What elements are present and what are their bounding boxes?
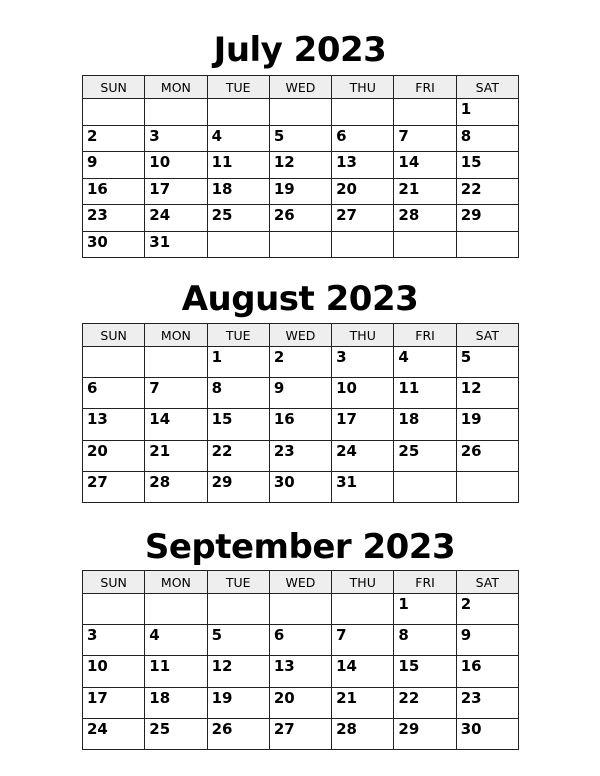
day-cell: 15 bbox=[456, 152, 518, 179]
day-cell bbox=[332, 231, 394, 258]
day-cell: 31 bbox=[332, 471, 394, 502]
day-cell: 15 bbox=[207, 409, 269, 440]
day-cell: 2 bbox=[83, 125, 145, 152]
day-cell: 30 bbox=[83, 231, 145, 258]
weekday-header: FRI bbox=[394, 571, 456, 594]
weekday-header: THU bbox=[332, 76, 394, 99]
day-cell: 27 bbox=[269, 718, 331, 749]
weekday-header: SUN bbox=[83, 76, 145, 99]
day-cell: 12 bbox=[207, 656, 269, 687]
weekday-header: WED bbox=[269, 571, 331, 594]
week-row bbox=[83, 594, 519, 625]
month-title: August 2023 bbox=[181, 279, 419, 319]
day-cell bbox=[83, 99, 145, 126]
day-cell: 19 bbox=[269, 178, 331, 205]
day-cell: 25 bbox=[145, 718, 207, 749]
day-cell: 17 bbox=[83, 687, 145, 718]
day-cell bbox=[269, 99, 331, 126]
day-cell: 12 bbox=[269, 152, 331, 179]
day-cell: 25 bbox=[207, 205, 269, 232]
day-cell: 16 bbox=[456, 656, 518, 687]
weekday-header: MON bbox=[145, 76, 207, 99]
day-cell: 23 bbox=[83, 205, 145, 232]
day-cell: 11 bbox=[145, 656, 207, 687]
day-cell: 21 bbox=[332, 687, 394, 718]
day-cell: 8 bbox=[456, 125, 518, 152]
day-cell: 25 bbox=[394, 440, 456, 471]
day-cell: 6 bbox=[269, 625, 331, 656]
day-cell: 5 bbox=[207, 625, 269, 656]
day-cell: 27 bbox=[332, 205, 394, 232]
calendar-grid bbox=[82, 570, 519, 750]
week-row bbox=[83, 687, 519, 718]
day-cell: 17 bbox=[332, 409, 394, 440]
day-cell: 9 bbox=[83, 152, 145, 179]
day-cell: 4 bbox=[145, 625, 207, 656]
day-cell: 16 bbox=[83, 178, 145, 205]
day-cell: 23 bbox=[269, 440, 331, 471]
day-cell bbox=[145, 594, 207, 625]
day-cell: 13 bbox=[332, 152, 394, 179]
day-cell: 14 bbox=[332, 656, 394, 687]
weekday-header: THU bbox=[332, 324, 394, 347]
weekday-header: SUN bbox=[83, 324, 145, 347]
day-cell bbox=[145, 99, 207, 126]
weekday-header-row bbox=[83, 76, 519, 99]
month-title: September 2023 bbox=[144, 527, 456, 567]
day-cell bbox=[456, 471, 518, 502]
day-cell: 2 bbox=[269, 347, 331, 378]
day-cell: 6 bbox=[83, 378, 145, 409]
week-row bbox=[83, 99, 519, 126]
day-cell: 19 bbox=[207, 687, 269, 718]
day-cell: 30 bbox=[269, 471, 331, 502]
day-cell: 26 bbox=[207, 718, 269, 749]
week-row bbox=[83, 152, 519, 179]
day-cell: 27 bbox=[83, 471, 145, 502]
day-cell: 2 bbox=[456, 594, 518, 625]
day-cell bbox=[394, 471, 456, 502]
day-cell bbox=[332, 594, 394, 625]
day-cell bbox=[207, 594, 269, 625]
day-cell: 22 bbox=[394, 687, 456, 718]
weekday-header-row bbox=[83, 571, 519, 594]
day-cell bbox=[269, 231, 331, 258]
day-cell: 3 bbox=[145, 125, 207, 152]
day-cell: 18 bbox=[394, 409, 456, 440]
day-cell: 13 bbox=[83, 409, 145, 440]
day-cell: 21 bbox=[145, 440, 207, 471]
day-cell: 14 bbox=[145, 409, 207, 440]
day-cell bbox=[207, 99, 269, 126]
day-cell: 10 bbox=[145, 152, 207, 179]
week-row bbox=[83, 409, 519, 440]
day-cell: 14 bbox=[394, 152, 456, 179]
day-cell: 3 bbox=[332, 347, 394, 378]
day-cell: 18 bbox=[145, 687, 207, 718]
day-cell: 29 bbox=[456, 205, 518, 232]
week-row bbox=[83, 347, 519, 378]
day-cell: 24 bbox=[145, 205, 207, 232]
weekday-header: SAT bbox=[456, 571, 518, 594]
weekday-header: MON bbox=[145, 571, 207, 594]
day-cell bbox=[145, 347, 207, 378]
day-cell: 15 bbox=[394, 656, 456, 687]
day-cell: 26 bbox=[456, 440, 518, 471]
day-cell: 22 bbox=[207, 440, 269, 471]
calendar-grid bbox=[82, 323, 519, 503]
day-cell: 29 bbox=[394, 718, 456, 749]
day-cell: 7 bbox=[332, 625, 394, 656]
day-cell: 6 bbox=[332, 125, 394, 152]
day-cell: 17 bbox=[145, 178, 207, 205]
day-cell: 31 bbox=[145, 231, 207, 258]
day-cell: 5 bbox=[269, 125, 331, 152]
day-cell: 28 bbox=[145, 471, 207, 502]
day-cell: 13 bbox=[269, 656, 331, 687]
weekday-header: TUE bbox=[207, 76, 269, 99]
weekday-header: SAT bbox=[456, 76, 518, 99]
day-cell: 4 bbox=[394, 347, 456, 378]
week-row bbox=[83, 718, 519, 749]
day-cell bbox=[83, 594, 145, 625]
week-row bbox=[83, 125, 519, 152]
day-cell: 7 bbox=[394, 125, 456, 152]
day-cell bbox=[456, 231, 518, 258]
day-cell: 22 bbox=[456, 178, 518, 205]
day-cell: 23 bbox=[456, 687, 518, 718]
day-cell: 11 bbox=[207, 152, 269, 179]
day-cell: 1 bbox=[207, 347, 269, 378]
day-cell: 18 bbox=[207, 178, 269, 205]
weekday-header: THU bbox=[332, 571, 394, 594]
day-cell: 28 bbox=[332, 718, 394, 749]
day-cell: 4 bbox=[207, 125, 269, 152]
day-cell: 21 bbox=[394, 178, 456, 205]
day-cell: 1 bbox=[394, 594, 456, 625]
day-cell: 29 bbox=[207, 471, 269, 502]
day-cell: 8 bbox=[394, 625, 456, 656]
day-cell bbox=[207, 231, 269, 258]
day-cell bbox=[83, 347, 145, 378]
day-cell: 20 bbox=[332, 178, 394, 205]
week-row bbox=[83, 231, 519, 258]
day-cell: 12 bbox=[456, 378, 518, 409]
day-cell: 7 bbox=[145, 378, 207, 409]
weekday-header-row bbox=[83, 324, 519, 347]
day-cell: 16 bbox=[269, 409, 331, 440]
weekday-header: WED bbox=[269, 76, 331, 99]
week-row bbox=[83, 471, 519, 502]
day-cell: 1 bbox=[456, 99, 518, 126]
weekday-header: SUN bbox=[83, 571, 145, 594]
weekday-header: SAT bbox=[456, 324, 518, 347]
day-cell: 26 bbox=[269, 205, 331, 232]
week-row bbox=[83, 656, 519, 687]
week-row bbox=[83, 440, 519, 471]
day-cell bbox=[332, 99, 394, 126]
day-cell: 8 bbox=[207, 378, 269, 409]
week-row bbox=[83, 178, 519, 205]
weekday-header: FRI bbox=[394, 324, 456, 347]
day-cell bbox=[394, 99, 456, 126]
day-cell: 24 bbox=[332, 440, 394, 471]
day-cell: 24 bbox=[83, 718, 145, 749]
day-cell: 3 bbox=[83, 625, 145, 656]
day-cell: 9 bbox=[269, 378, 331, 409]
day-cell: 9 bbox=[456, 625, 518, 656]
week-row bbox=[83, 625, 519, 656]
day-cell: 11 bbox=[394, 378, 456, 409]
day-cell: 30 bbox=[456, 718, 518, 749]
day-cell bbox=[269, 594, 331, 625]
day-cell: 20 bbox=[83, 440, 145, 471]
weekday-header: MON bbox=[145, 324, 207, 347]
week-row bbox=[83, 205, 519, 232]
day-cell bbox=[394, 231, 456, 258]
weekday-header: TUE bbox=[207, 324, 269, 347]
day-cell: 20 bbox=[269, 687, 331, 718]
day-cell: 19 bbox=[456, 409, 518, 440]
month-title: July 2023 bbox=[213, 30, 387, 70]
day-cell: 28 bbox=[394, 205, 456, 232]
day-cell: 5 bbox=[456, 347, 518, 378]
day-cell: 10 bbox=[332, 378, 394, 409]
weekday-header: FRI bbox=[394, 76, 456, 99]
calendar-grid bbox=[82, 75, 519, 258]
day-cell: 10 bbox=[83, 656, 145, 687]
weekday-header: TUE bbox=[207, 571, 269, 594]
week-row bbox=[83, 378, 519, 409]
weekday-header: WED bbox=[269, 324, 331, 347]
